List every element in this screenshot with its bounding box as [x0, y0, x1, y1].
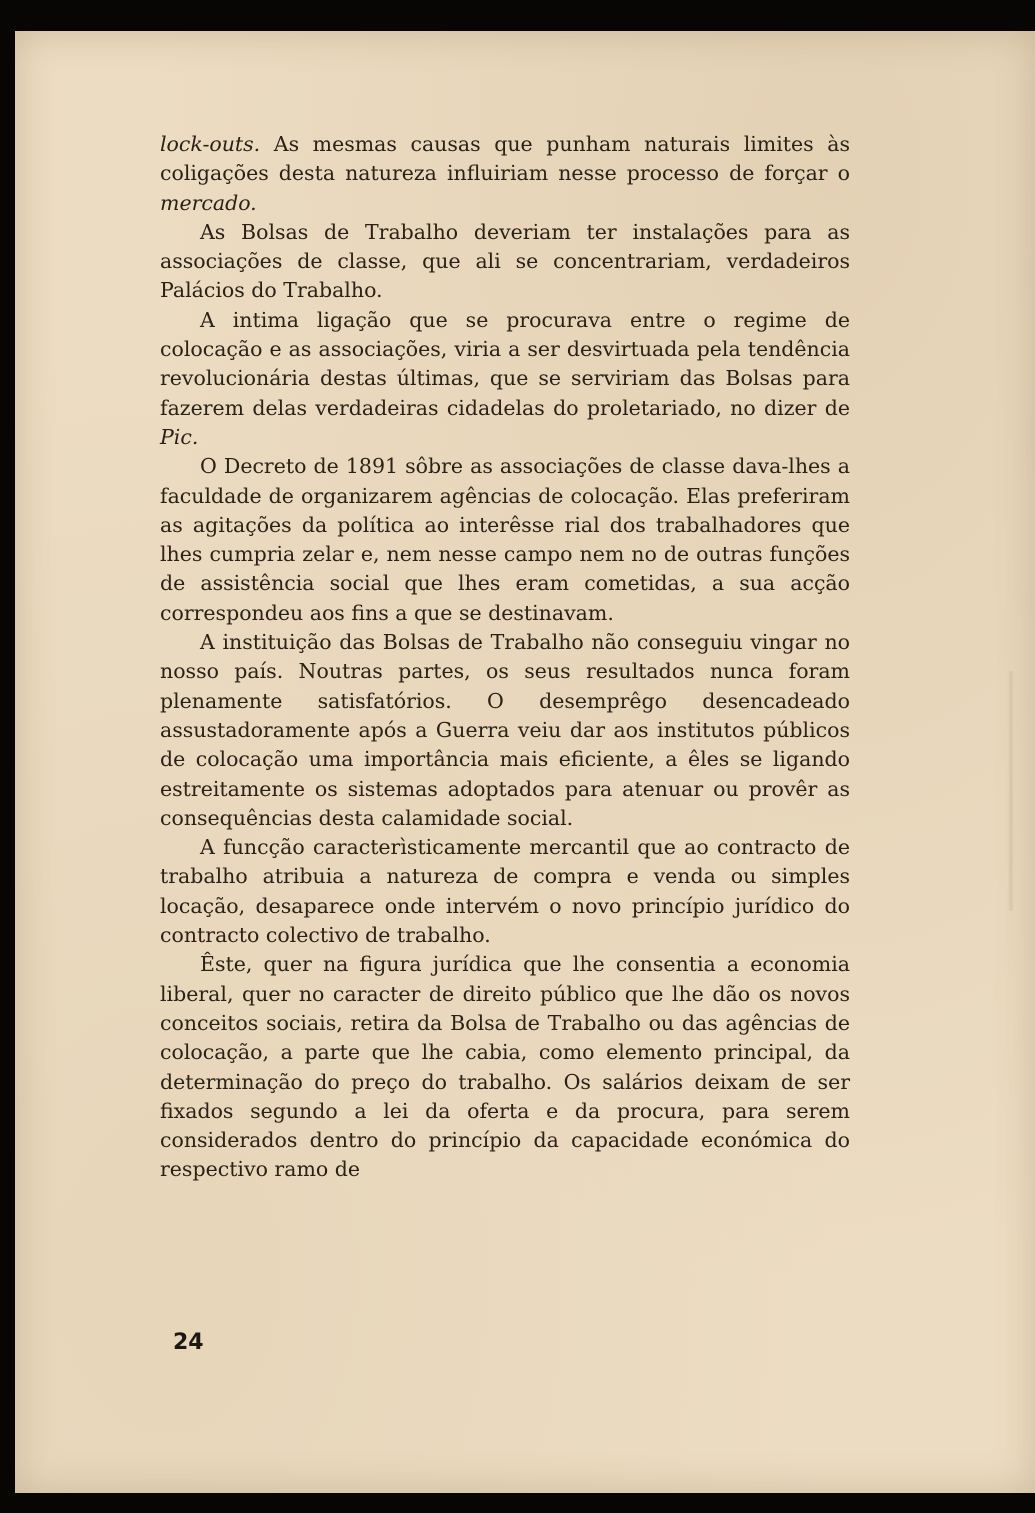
paragraph-2 — [160, 218, 850, 306]
paragraph-6 — [160, 833, 850, 950]
italic-term: mercado. — [160, 190, 257, 215]
italic-term: Pic. — [160, 424, 199, 449]
text-run: Êste, quer na figura jurídica que lhe consentia a economia liberal, quer no caracter de direito público que lhe dão os novos conceitos sociais, retira da Bolsa de Trabalho ou das agências de colocação, a parte que lhe cabia, como elemento principal, da determinação do preço do trabalho. Os salários deixam de ser fixados segundo a lei da oferta e da procura, para serem considerados dentro do princípio da capacidade económica do respectivo ramo de — [160, 952, 850, 1182]
page-fold-mark — [1008, 671, 1014, 911]
paragraph-1 — [160, 130, 850, 218]
italic-term: lock-outs. — [160, 132, 261, 156]
paragraph-5 — [160, 628, 850, 833]
text-run: As Bolsas de Trabalho deveriam ter instalações para as associações de classe, que ali se concentrariam, verdadeiros Palácios do Trabalho. — [160, 219, 850, 303]
text-run: A funcção caracterìsticamente mercantil que ao contracto de trabalho atribuia a natureza de compra e venda ou simples locação, desaparece onde intervém o novo princípio jurídico do contracto colectivo de trabalho. — [160, 835, 850, 948]
paragraph-3 — [160, 306, 850, 452]
page-number: 24 — [173, 1330, 204, 1355]
text-run: A instituição das Bolsas de Trabalho não conseguiu vingar no nosso país. Noutras partes, os seus resultados nunca foram plenamente satisfatórios. O desemprêgo desencadeado assustadoramente após a Guerra veiu dar aos institutos públicos de colocação uma importância mais eficiente, a êles se ligando estreitamente os sistemas adoptados para atenuar ou provêr as consequências desta calamidade social. — [160, 630, 850, 830]
paragraph-4 — [160, 452, 850, 628]
paragraph-7 — [160, 950, 850, 1184]
text-run: O Decreto de 1891 sôbre as associações de classe dava-lhes a faculdade de organizarem agências de colocação. Elas preferiram as agitações da política ao interêsse rial dos trabalhadores que lhes cumpria zelar e, nem nesse campo nem no de outras funções de assistência social que lhes eram cometidas, a sua acção correspondeu aos fins a que se destinavam. — [160, 454, 850, 625]
text-run: A intima ligação que se procurava entre o regime de colocação e as associações, viria a ser desvirtuada pela tendência revolucionária destas últimas, que se serviriam das Bolsas para fazerem delas verdadeiras cidadelas do proletariado, no dizer de — [160, 307, 850, 420]
body-text — [160, 130, 850, 1185]
text-run: As mesmas causas que punham naturais limites às coligações desta natureza influiriam nesse processo de forçar o — [160, 132, 850, 186]
